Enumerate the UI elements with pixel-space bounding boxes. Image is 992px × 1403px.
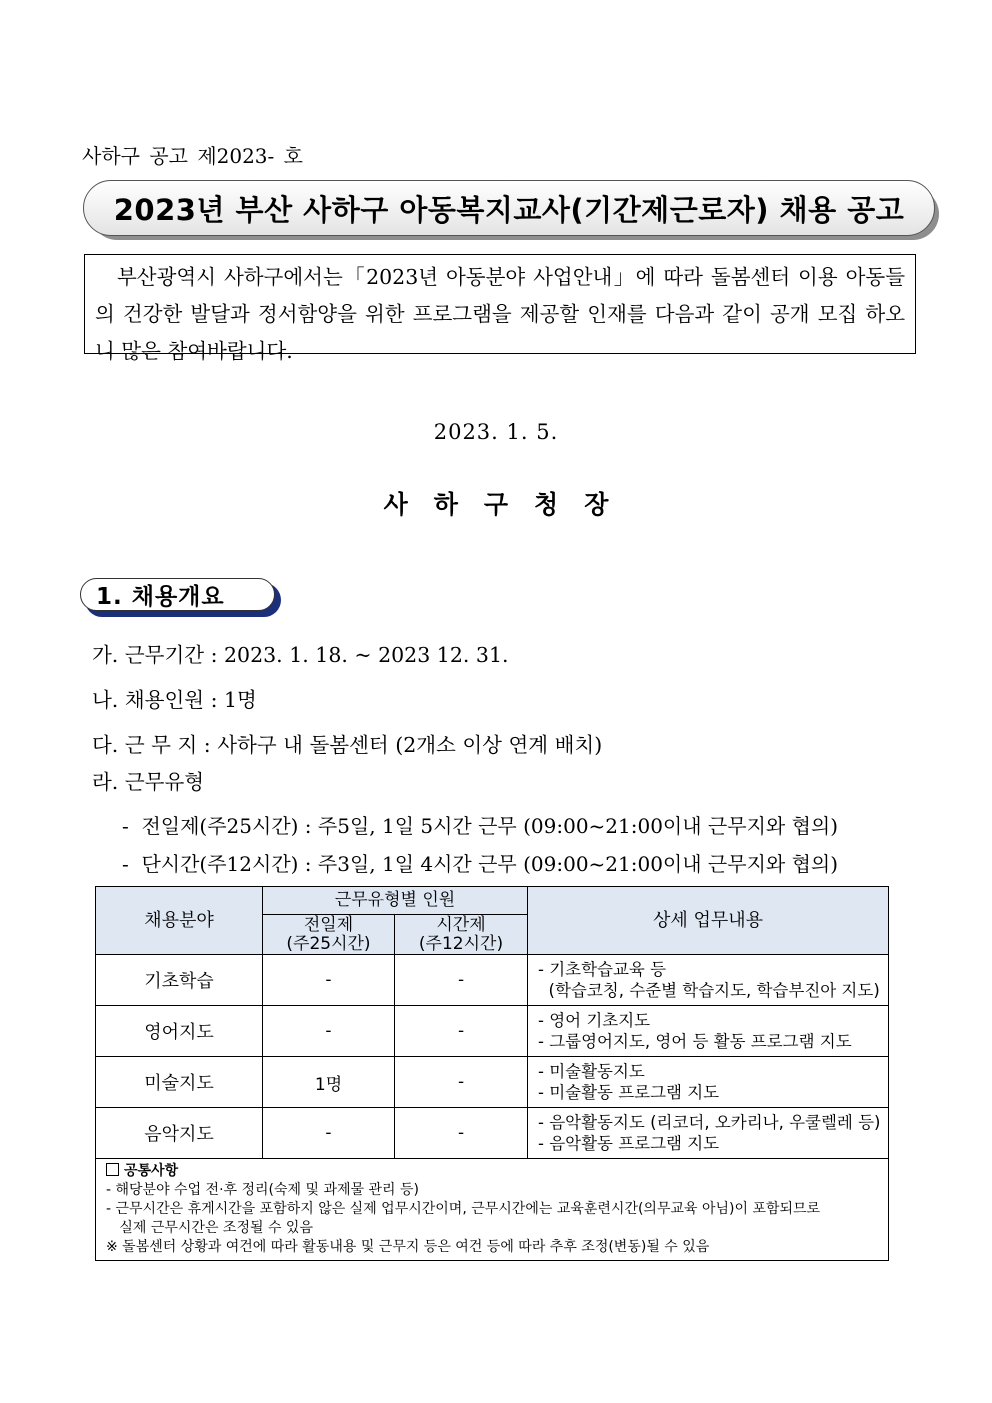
checkbox-square-icon — [106, 1163, 119, 1176]
row-field: 기초학습 — [96, 955, 263, 1006]
common-line: - 해당분야 수업 전·후 정리(숙제 및 과제물 관리 등) — [106, 1182, 419, 1198]
row-detail: - 음악활동지도 (리코더, 오카리나, 우쿨렐레 등) - 음악활동 프로그램 지도 — [528, 1108, 889, 1159]
intro-box — [84, 254, 916, 363]
header-detail: 상세 업무내용 — [528, 887, 889, 955]
row-detail: - 기초학습교육 등 (학습코칭, 수준별 학습지도, 학습부진아 지도) — [528, 955, 889, 1006]
issuer: 사하구청장 — [383, 490, 635, 519]
common-heading-text: 공통사항 — [124, 1163, 179, 1179]
common-row — [96, 1159, 889, 1261]
item-headcount — [92, 683, 257, 713]
item-label: 나. 채용인원 : — [92, 688, 218, 712]
item-work-period — [92, 638, 509, 668]
item-value: 1명 — [217, 688, 257, 712]
page-title: 2023년 부산 사하구 아동복지교사(기간제근로자) 채용 공고 — [113, 192, 905, 227]
header-group: 근무유형별 인원 — [263, 887, 528, 915]
row-fulltime: - — [263, 1108, 395, 1159]
work-type-parttime: - 단시간(주12시간) : 주3일, 1일 4시간 근무 (09:00~21:00이내 근무지와 협의) — [122, 852, 839, 876]
row-parttime: - — [395, 1006, 528, 1057]
table-row — [96, 1057, 889, 1108]
row-detail: - 영어 기초지도 - 그룹영어지도, 영어 등 활동 프로그램 지도 — [528, 1006, 889, 1057]
section-heading-pill — [80, 578, 275, 611]
work-type-fulltime: - 전일제(주25시간) : 주5일, 1일 5시간 근무 (09:00~21:00이내 근무지와 협의) — [122, 814, 839, 838]
row-fulltime: - — [263, 1006, 395, 1057]
item-value: 2023. 1. 18. ~ 2023 12. 31. — [217, 643, 509, 667]
section-heading: 1. 채용개요 — [96, 584, 225, 610]
item-work-type — [92, 765, 204, 795]
header-parttime: 시간제 (주12시간) — [395, 915, 528, 955]
header-field: 채용분야 — [96, 887, 263, 955]
item-workplace — [92, 728, 602, 758]
row-field: 영어지도 — [96, 1006, 263, 1057]
row-parttime: - — [395, 1108, 528, 1159]
table-row — [96, 1108, 889, 1159]
common-line: ※ 돌봄센터 상황과 여건에 따라 활동내용 및 근무지 등은 여건 등에 따라 추후 조정(변동)될 수 있음 — [106, 1239, 710, 1255]
recruitment-table — [95, 886, 889, 1261]
common-heading — [106, 1162, 878, 1181]
notice-number: 사하구 공고 제2023- 호 — [82, 144, 303, 168]
row-parttime: - — [395, 955, 528, 1006]
common-notes — [96, 1159, 889, 1261]
row-detail: - 미술활동지도 - 미술활동 프로그램 지도 — [528, 1057, 889, 1108]
table-row — [96, 1006, 889, 1057]
common-line: - 근무시간은 휴게시간을 포함하지 않은 실제 업무시간이며, 근무시간에는 교육훈련시간(의무교육 아님)이 포함되므로 — [106, 1201, 821, 1217]
section-heading-box — [80, 578, 285, 618]
item-value: 사하구 내 돌봄센터 (2개소 이상 연계 배치) — [210, 733, 603, 757]
item-label: 다. 근 무 지 : — [92, 733, 211, 757]
row-field: 음악지도 — [96, 1108, 263, 1159]
intro-text: 부산광역시 사하구에서는「2023년 아동분야 사업안내」에 따라 돌봄센터 이용 아동들의 건강한 발달과 정서함양을 위한 프로그램을 제공할 인재를 다음과 같이 공개 모집 하오니 많은 참여바랍니다. — [95, 265, 905, 363]
item-label: 라. 근무유형 — [92, 770, 205, 794]
header-fulltime: 전일제 (주25시간) — [263, 915, 395, 955]
row-field: 미술지도 — [96, 1057, 263, 1108]
item-label: 가. 근무기간 : — [92, 643, 218, 667]
table-row — [96, 955, 889, 1006]
common-line: 실제 근무시간은 조정될 수 있음 — [106, 1220, 313, 1236]
notice-date: 2023. 1. 5. — [433, 420, 559, 444]
title-box — [83, 180, 935, 236]
row-fulltime: - — [263, 955, 395, 1006]
title-banner — [83, 180, 935, 236]
row-parttime: - — [395, 1057, 528, 1108]
row-fulltime: 1명 — [263, 1057, 395, 1108]
